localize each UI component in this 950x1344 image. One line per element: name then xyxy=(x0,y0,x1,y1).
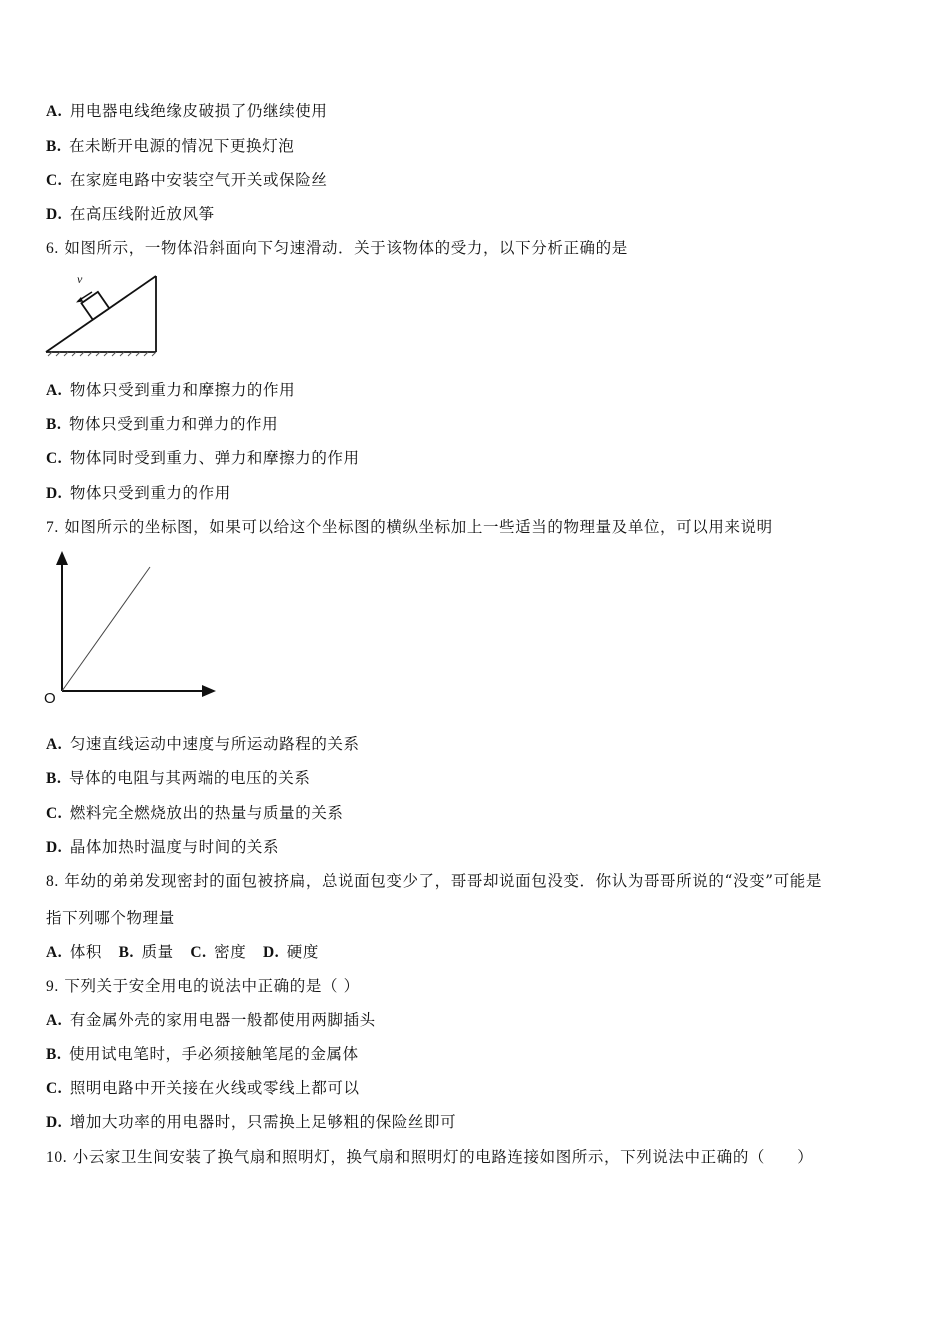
q6-option-b xyxy=(46,414,278,435)
q7-stem xyxy=(46,517,773,538)
option-letter: C. xyxy=(46,450,63,467)
question-number: 8. xyxy=(46,873,59,890)
option-text: 物体只受到重力和弹力的作用 xyxy=(68,415,279,433)
option-letter: D. xyxy=(46,206,63,223)
question-number: 6. xyxy=(46,240,59,257)
question-text: 下列关于安全用电的说法中正确的是（ ） xyxy=(64,977,360,995)
option-letter: D. xyxy=(46,1114,63,1131)
option-text: 有金属外壳的家用电器一般都使用两脚插头 xyxy=(69,1011,376,1029)
velocity-label: v xyxy=(77,272,83,286)
option-text: 在家庭电路中安装空气开关或保险丝 xyxy=(69,171,328,189)
q7-option-a xyxy=(46,734,360,755)
option-text: 物体只受到重力和摩擦力的作用 xyxy=(69,381,296,399)
q6-option-c xyxy=(46,448,360,469)
question-text: 指下列哪个物理量 xyxy=(46,909,175,927)
option-text: 增加大功率的用电器时，只需换上足够粗的保险丝即可 xyxy=(69,1113,457,1131)
question-text: 如图所示的坐标图，如果可以给这个坐标图的横纵坐标加上一些适当的物理量及单位，可以用来说明 xyxy=(64,518,773,536)
q8-stem-line1 xyxy=(46,871,822,892)
option-text: 燃料完全燃烧放出的热量与质量的关系 xyxy=(69,804,344,822)
option-text: 硬度 xyxy=(286,943,319,961)
x-axis-arrow xyxy=(202,685,216,697)
q9-option-c xyxy=(46,1078,360,1099)
option-text: 密度 xyxy=(214,943,247,961)
option-letter: B. xyxy=(118,944,135,961)
q9-stem xyxy=(46,976,360,997)
y-axis-arrow xyxy=(56,551,68,565)
option-letter: B. xyxy=(46,416,62,433)
option-text: 体积 xyxy=(69,943,103,961)
option-text: 在未断开电源的情况下更换灯泡 xyxy=(68,137,295,155)
q8-options xyxy=(46,942,319,963)
q9-option-d xyxy=(46,1112,456,1133)
option-letter: A. xyxy=(46,103,63,120)
option-letter: C. xyxy=(46,172,63,189)
option-text: 导体的电阻与其两端的电压的关系 xyxy=(68,769,311,787)
option-text: 质量 xyxy=(141,943,174,961)
q5-option-d xyxy=(46,204,215,225)
proportional-line xyxy=(62,567,150,691)
option-text: 在高压线附近放风筝 xyxy=(69,205,215,223)
question-text: 如图所示，一物体沿斜面向下匀速滑动．关于该物体的受力，以下分析正确的是 xyxy=(64,239,628,257)
q6-option-d xyxy=(46,483,231,504)
q5-option-c xyxy=(46,170,327,191)
q5-option-b xyxy=(46,136,294,157)
option-text: 匀速直线运动中速度与所运动路程的关系 xyxy=(69,735,360,753)
q6-option-a xyxy=(46,380,295,401)
option-letter: C. xyxy=(190,944,207,961)
question-number: 9. xyxy=(46,978,59,995)
option-letter: A. xyxy=(46,382,63,399)
option-text: 照明电路中开关接在火线或零线上都可以 xyxy=(69,1079,360,1097)
q7-option-d xyxy=(46,837,279,858)
option-text: 物体只受到重力的作用 xyxy=(69,484,231,502)
option-letter: A. xyxy=(46,736,63,753)
option-letter: A. xyxy=(46,944,63,961)
q9-option-a xyxy=(46,1010,376,1031)
origin-label: O xyxy=(44,690,56,707)
option-letter: C. xyxy=(46,805,63,822)
option-letter: A. xyxy=(46,1012,63,1029)
coordinate-graph xyxy=(42,545,222,707)
option-letter: B. xyxy=(46,770,62,787)
q8-stem-line2 xyxy=(46,908,175,928)
q7-option-c xyxy=(46,803,344,824)
option-letter: D. xyxy=(46,485,63,502)
incline-figure xyxy=(44,266,160,360)
question-text: 小云家卫生间安装了换气扇和照明灯，换气扇和照明灯的电路连接如图所示，下列说法中正确的（ ） xyxy=(72,1148,814,1166)
option-letter: B. xyxy=(46,1046,62,1063)
option-letter: D. xyxy=(46,839,63,856)
q9-option-b xyxy=(46,1044,359,1065)
q6-stem xyxy=(46,238,628,259)
option-text: 晶体加热时温度与时间的关系 xyxy=(69,838,280,856)
question-number: 10. xyxy=(46,1149,68,1166)
question-number: 7. xyxy=(46,519,59,536)
q10-stem xyxy=(46,1147,813,1168)
option-text: 用电器电线绝缘皮破损了仍继续使用 xyxy=(69,102,328,120)
option-text: 物体同时受到重力、弹力和摩擦力的作用 xyxy=(69,449,360,467)
q7-option-b xyxy=(46,768,310,789)
question-text: 年幼的弟弟发现密封的面包被挤扁，总说面包变少了，哥哥却说面包没变．你认为哥哥所说的“没变”可能是 xyxy=(64,872,823,890)
option-letter: B. xyxy=(46,138,62,155)
option-letter: D. xyxy=(262,944,280,961)
q5-option-a xyxy=(46,101,327,122)
option-text: 使用试电笔时，手必须接触笔尾的金属体 xyxy=(68,1045,359,1063)
option-letter: C. xyxy=(46,1080,63,1097)
